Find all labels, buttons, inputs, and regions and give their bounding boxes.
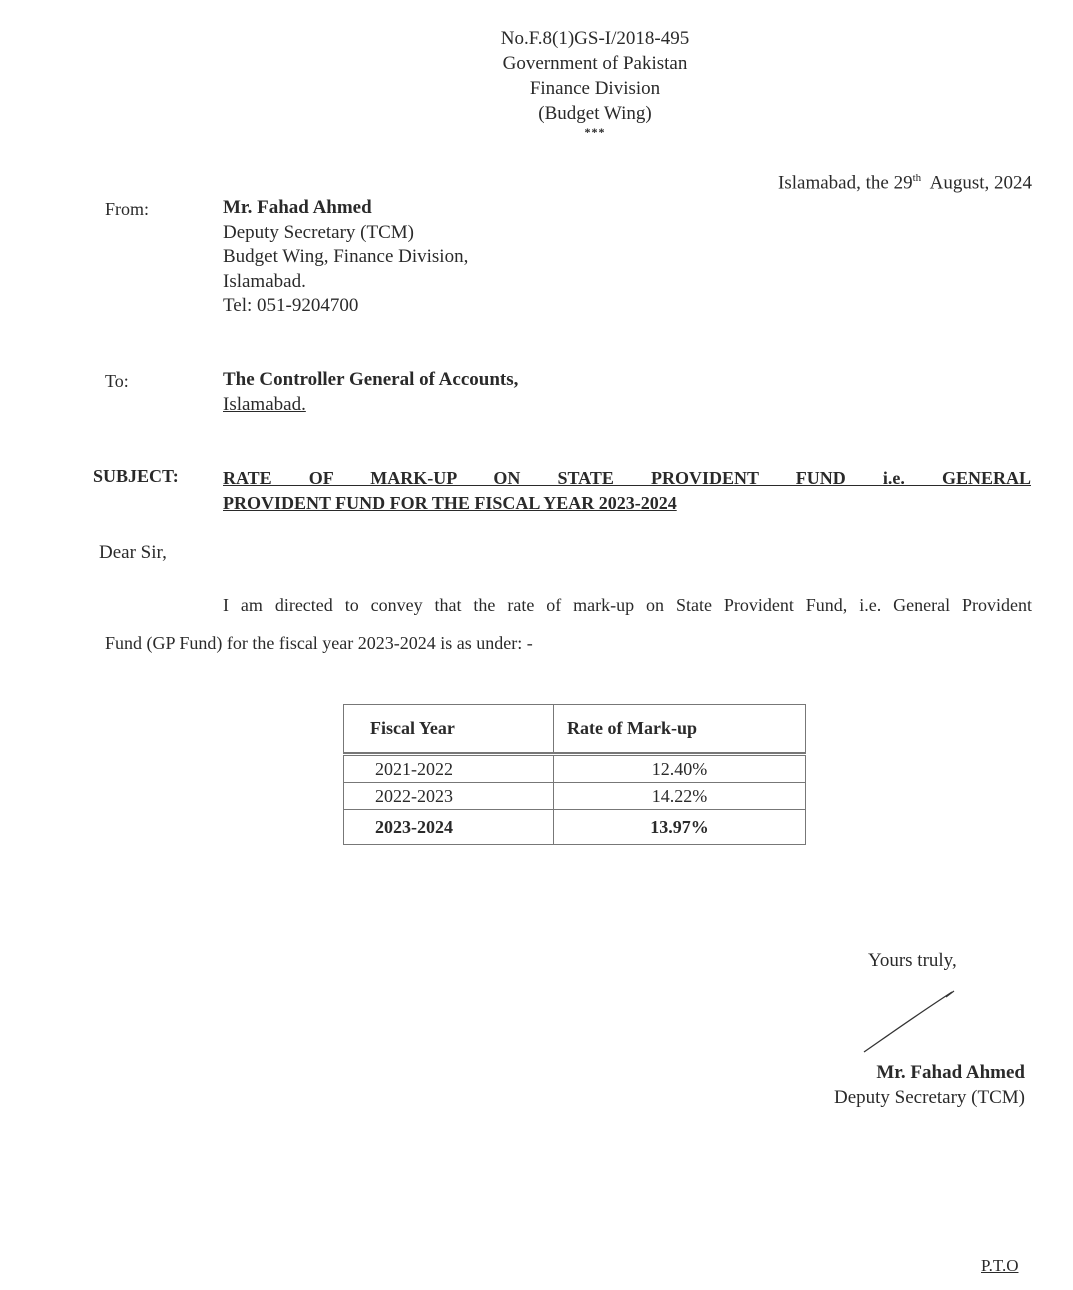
header-stars: *** bbox=[584, 125, 606, 139]
subject-label: SUBJECT: bbox=[93, 466, 179, 486]
signatory-block bbox=[834, 1060, 1025, 1110]
table-header-rate: Rate of Mark-up bbox=[554, 705, 806, 753]
salutation: Dear Sir, bbox=[99, 542, 167, 563]
recipient-block bbox=[223, 368, 518, 417]
body-paragraph bbox=[105, 586, 1032, 662]
table-cell-rate: 14.22% bbox=[554, 783, 806, 810]
pto-marker: P.T.O bbox=[981, 1256, 1019, 1275]
signature bbox=[860, 988, 970, 1058]
paragraph-line-2: Fund (GP Fund) for the fiscal year 2023-2024 is as under: - bbox=[105, 633, 533, 653]
table-header-fiscal-year: Fiscal Year bbox=[344, 705, 554, 753]
date-suffix: th bbox=[912, 172, 922, 184]
sender-name: Mr. Fahad Ahmed bbox=[223, 197, 372, 218]
date-rest: August, 2024 bbox=[929, 172, 1032, 194]
wing-name: (Budget Wing) bbox=[538, 103, 652, 124]
subject-line-2: PROVIDENT FUND FOR THE FISCAL YEAR 2023-2024 bbox=[223, 493, 677, 513]
subject-text bbox=[223, 466, 1031, 516]
table-row bbox=[344, 783, 806, 810]
table-cell-year: 2022-2023 bbox=[344, 783, 554, 810]
from-label: From: bbox=[105, 199, 150, 219]
division-name: Finance Division bbox=[529, 78, 661, 99]
table-cell-year: 2021-2022 bbox=[344, 755, 554, 783]
table-cell-year: 2023-2024 bbox=[344, 810, 554, 845]
reference-number: No.F.8(1)GS-I/2018-495 bbox=[500, 28, 690, 49]
recipient-name: The Controller General of Accounts, bbox=[223, 369, 519, 390]
closing-text: Yours truly, bbox=[868, 950, 957, 971]
signatory-name: Mr. Fahad Ahmed bbox=[876, 1062, 1025, 1083]
table-header-row bbox=[344, 705, 806, 753]
table-cell-rate: 13.97% bbox=[554, 810, 806, 845]
table-row bbox=[344, 810, 806, 845]
to-label: To: bbox=[105, 371, 129, 391]
date-prefix: Islamabad, the 29 bbox=[778, 172, 913, 194]
table-cell-rate: 12.40% bbox=[554, 755, 806, 783]
paragraph-line-1: I am directed to convey that the rate of mark-up on State Provident Fund, i.e. General Provident bbox=[223, 595, 1032, 615]
subject-line-1: RATE OF MARK-UP ON STATE PROVIDENT FUND i.e. GENERAL bbox=[223, 468, 1031, 488]
sender-tel: Tel: 051-9204700 bbox=[223, 295, 359, 316]
sender-block bbox=[223, 196, 468, 319]
markup-rate-table bbox=[343, 704, 806, 845]
sender-city: Islamabad. bbox=[223, 270, 306, 292]
government-name: Government of Pakistan bbox=[502, 53, 688, 74]
signatory-designation: Deputy Secretary (TCM) bbox=[834, 1087, 1025, 1108]
recipient-city: Islamabad. bbox=[223, 393, 306, 415]
sender-designation: Deputy Secretary (TCM) bbox=[223, 221, 414, 243]
letter-header bbox=[0, 26, 1073, 138]
letter-date bbox=[778, 172, 1032, 194]
table-row bbox=[344, 755, 806, 783]
sender-office: Budget Wing, Finance Division, bbox=[223, 246, 469, 267]
